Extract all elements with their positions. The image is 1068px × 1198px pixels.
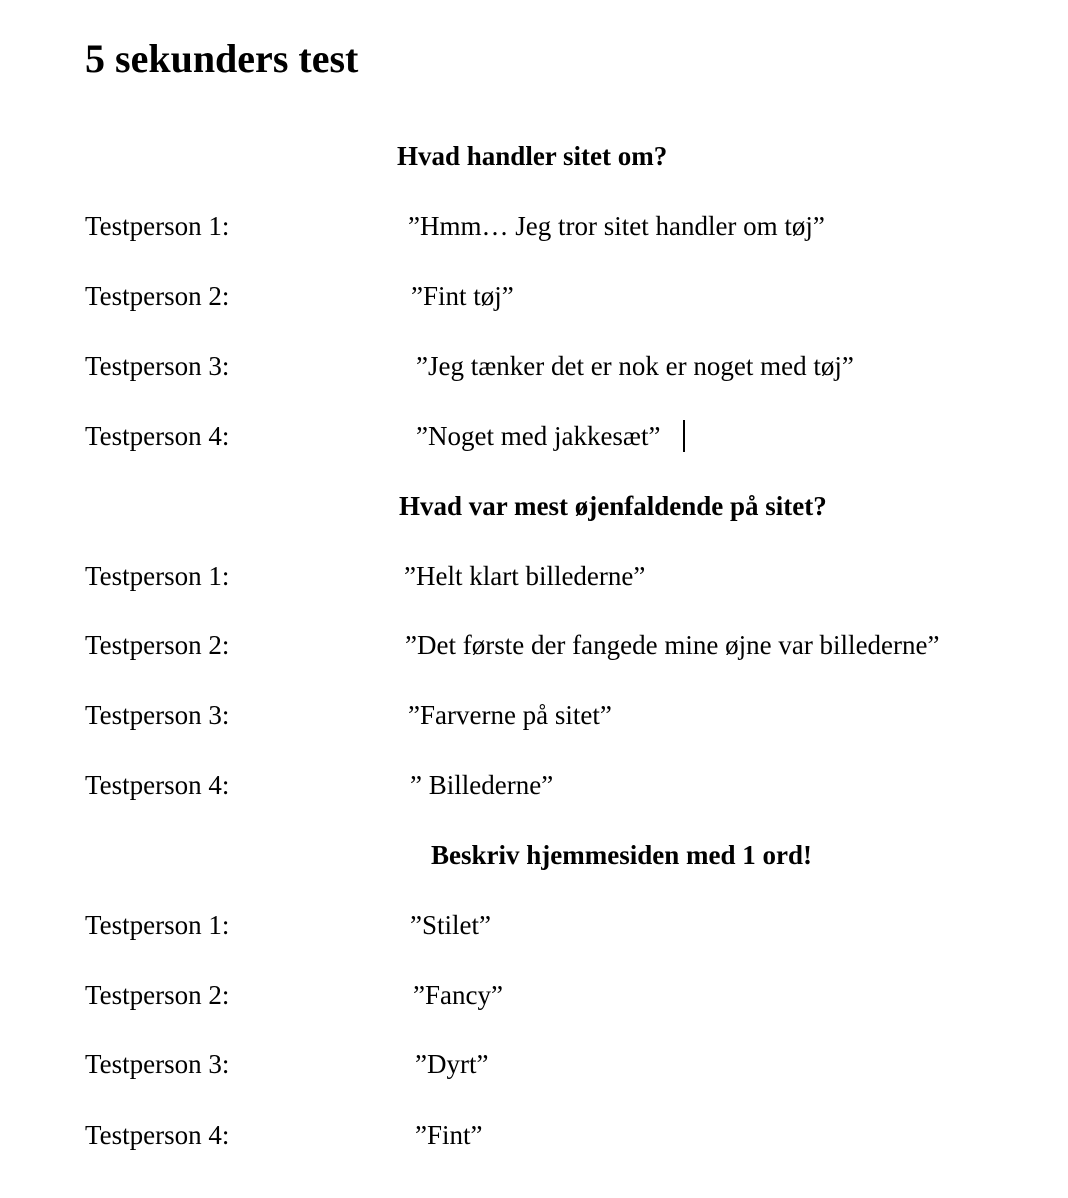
section-3-row-4-label: Testperson 4: <box>85 1120 230 1150</box>
section-1-question: Hvad handler sitet om? <box>397 141 668 171</box>
section-1-row-3-label: Testperson 3: <box>85 351 230 381</box>
section-1-row-4-label: Testperson 4: <box>85 421 230 451</box>
section-3-row-3-answer: ”Dyrt” <box>415 1049 489 1079</box>
document-title: 5 sekunders test <box>85 36 359 81</box>
section-2-row-4-label: Testperson 4: <box>85 770 230 800</box>
section-1-row-1-answer: ”Hmm… Jeg tror sitet handler om tøj” <box>408 211 825 241</box>
section-3-row-2-label: Testperson 2: <box>85 980 230 1010</box>
section-3-row-4-answer: ”Fint” <box>415 1120 483 1150</box>
section-2-row-1-answer: ”Helt klart billederne” <box>404 561 646 591</box>
section-3-row-2-answer: ”Fancy” <box>413 980 503 1010</box>
section-2-row-2-label: Testperson 2: <box>85 630 230 660</box>
section-1-row-4-answer: ”Noget med jakkesæt” <box>416 421 661 451</box>
section-2-row-3-answer: ”Farverne på sitet” <box>408 700 612 730</box>
section-3-row-3-label: Testperson 3: <box>85 1049 230 1079</box>
section-3-question: Beskriv hjemmesiden med 1 ord! <box>431 840 812 870</box>
section-2-row-4-answer: ” Billederne” <box>410 770 554 800</box>
section-1-row-1-label: Testperson 1: <box>85 211 230 241</box>
section-2-row-3-label: Testperson 3: <box>85 700 230 730</box>
section-2-row-1-label: Testperson 1: <box>85 561 230 591</box>
section-3-row-1-label: Testperson 1: <box>85 910 230 940</box>
section-2-row-2-answer: ”Det første der fangede mine øjne var billederne” <box>405 630 940 660</box>
section-2-question: Hvad var mest øjenfaldende på sitet? <box>399 491 827 521</box>
section-3-row-1-answer: ”Stilet” <box>410 910 491 940</box>
section-1-row-3-answer: ”Jeg tænker det er nok er noget med tøj” <box>416 351 854 381</box>
section-1-row-2-label: Testperson 2: <box>85 281 230 311</box>
section-1-row-2-answer: ”Fint tøj” <box>411 281 514 311</box>
text-cursor <box>683 420 685 452</box>
